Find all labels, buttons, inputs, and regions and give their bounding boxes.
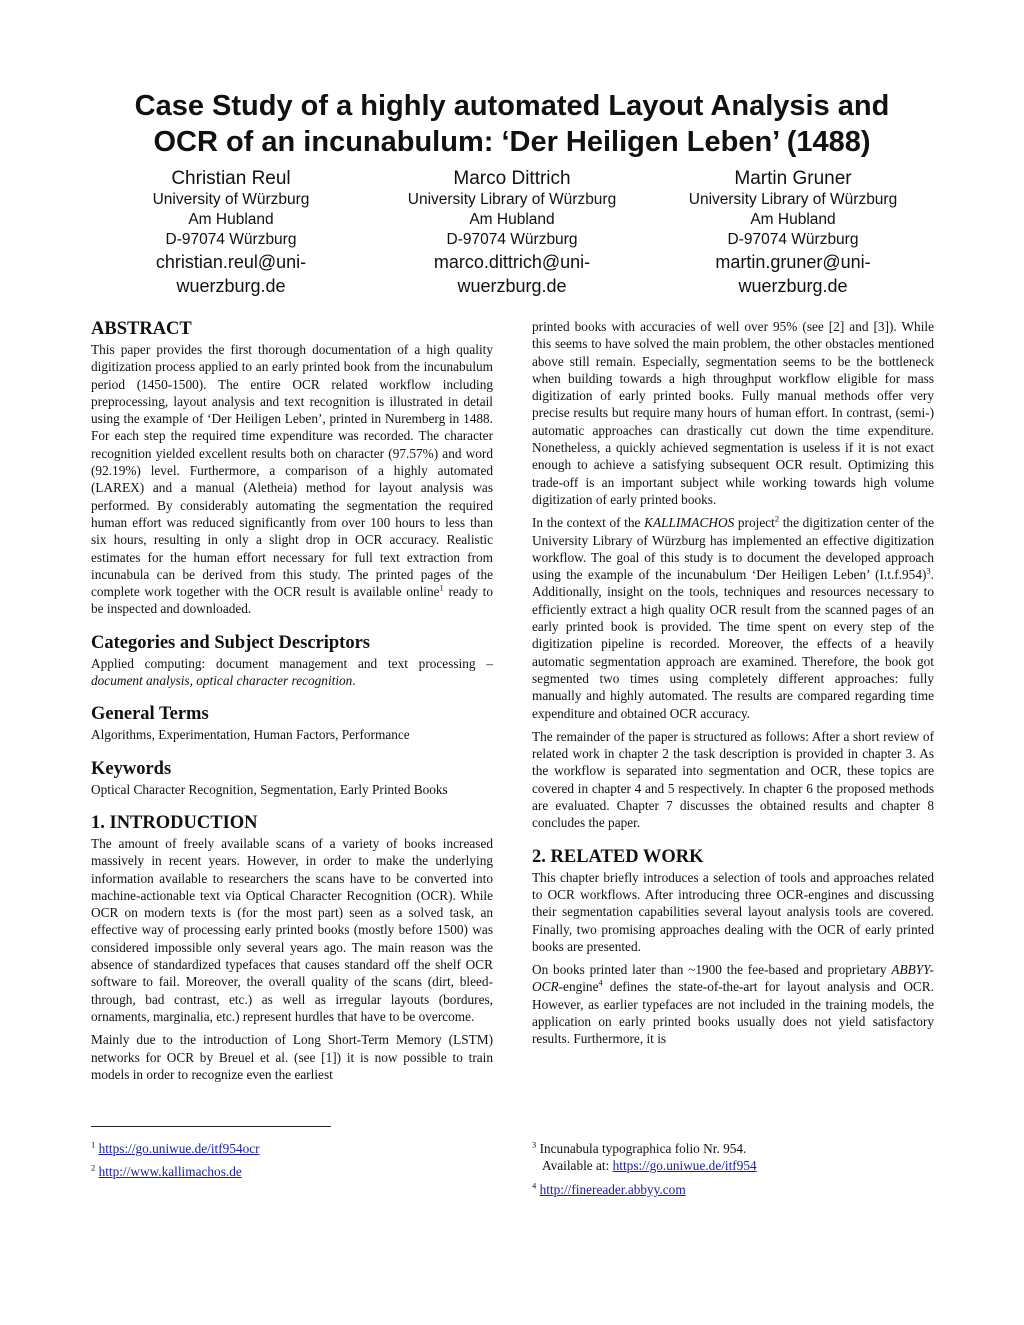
- author-block: [81, 168, 381, 298]
- abstract-tail: ready to be inspected and downloaded.: [91, 584, 493, 617]
- author-affiliation: University Library of Würzburg: [688, 191, 898, 208]
- text-run: the digitization center of the University Library of Würzburg has implemented an effective digitization workflow. The goal of this study is to document the developed approach using the example of the incunabulum ‘Der Heiligen Leben’ (I.t.f.954): [532, 515, 934, 583]
- footnote: [532, 1140, 757, 1174]
- footnote: [532, 1181, 686, 1198]
- author-email: marco.dittrich@uni-: [433, 252, 591, 272]
- author-name: Martin Gruner: [734, 168, 852, 189]
- author-affiliation: University Library of Würzburg: [407, 191, 617, 208]
- author-name: Marco Dittrich: [453, 168, 571, 189]
- footnote-marker: 4: [598, 977, 603, 988]
- footnote: [91, 1140, 260, 1157]
- author-city: D-97074 Würzburg: [165, 231, 297, 248]
- footnote-marker: 4: [532, 1180, 537, 1191]
- right-column: [532, 318, 934, 1054]
- author-block: [362, 168, 662, 298]
- left-column: [91, 318, 493, 1089]
- body-paragraph: The remainder of the paper is structured as follows: After a short review of related work in chapter 2 the task description is provided in chapter 3. As the workflow is separated into segmentation and OCR, these topics are covered in chapter 4 and 5 respectively. In chapter 6 the proposed methods are evaluated. Chapter 7 discusses the obtained results and chapter 8 concludes the paper.: [532, 728, 934, 831]
- body-paragraph: printed books with accuracies of well over 95% (see [2] and [3]). While this seems to have solved the main problem, the other obstacles mentioned above still remain. Especially, segmentation seems to be the bottleneck when building towards a high throughput workflow eligible for mass digitization of early printed books. Fully manual methods offer very precise results but require many hours of human effort. In contrast, (semi-) automatic approaches can drastically cut down the time expenditure. Nonetheless, a quickly achieved segmentation is useless if it is not exact enough to achieve a satisfying subsequent OCR result. Optimizing this trade-off is an important subject while working towards high volume digitization of early printed books.: [532, 319, 934, 507]
- author-block: [643, 168, 943, 298]
- footnote-marker: 3: [532, 1139, 537, 1150]
- footnote-text: Incunabula typographica folio Nr. 954.: [539, 1141, 747, 1156]
- general-terms-text: Algorithms, Experimentation, Human Factors, Performance: [91, 727, 410, 743]
- abstract-text: This paper provides the first thorough documentation of a high quality digitization process applied to an early printed book from the incunabulum period (1450-1500). The entire OCR related workflow including preprocessing, layout analysis and text recognition is illustrated in detail using the example of ‘Der Heiligen Leben’, printed in Nuremberg in 1488. For each step the required time expenditure was recorded. The character recognition yielded excellent results both on character (97.57%) and word (92.19%) level. Furthermore, a comparison of a highly automated (LAREX) and a manual (Aletheia) method for layout analysis was performed. By considerably automating the segmentation the required human effort was reduced significantly from over 100 hours to less than six hours, resulting in only a slight drop in OCR accuracy. Realistic estimates for the human effort necessary for full text extraction from incunabula can be derived from this study. The printed pages of the complete work together with the OCR result is available online: [91, 342, 493, 600]
- author-email: martin.gruner@uni-: [715, 252, 871, 272]
- section-heading: ABSTRACT: [91, 319, 192, 339]
- text-run: project: [734, 515, 775, 531]
- author-city: D-97074 Würzburg: [727, 231, 859, 248]
- author-email: wuerzburg.de: [176, 276, 286, 296]
- keywords-text: Optical Character Recognition, Segmentation, Early Printed Books: [91, 781, 448, 797]
- author-email: wuerzburg.de: [738, 276, 848, 296]
- body-paragraph: This chapter briefly introduces a selection of tools and approaches related to OCR workflows. After introducing three OCR-engines and discussing their segmentation capabilities several layout analysis tools are covered. Finally, two promising approaches dealing with the OCR of early printed books are presented.: [532, 869, 934, 954]
- title-line: Case Study of a highly automated Layout Analysis and: [134, 90, 890, 122]
- paper-title: [60, 88, 964, 160]
- categories-text: Applied computing: document management and text processing –: [91, 655, 493, 671]
- body-paragraph: [532, 514, 934, 722]
- categories-italic: document analysis, optical character recognition: [91, 673, 353, 689]
- section-heading: 2. RELATED WORK: [532, 846, 704, 867]
- footnote-link[interactable]: https://go.uniwue.de/itf954ocr: [98, 1141, 260, 1156]
- text-run: In the context of the: [532, 515, 645, 531]
- body-paragraph: [532, 961, 934, 1047]
- author-street: Am Hubland: [750, 211, 836, 228]
- project-name: KALLIMACHOS: [644, 515, 735, 531]
- author-affiliation: University of Würzburg: [152, 191, 310, 208]
- text-run: defines the state-of-the-art for layout analysis and OCR. However, as earlier typefaces are not included in the training models, the application on early printed books usually does not yield satisfactory results. Furthermore, it is: [532, 979, 934, 1047]
- footnote-link[interactable]: https://go.uniwue.de/itf954: [612, 1158, 757, 1173]
- text-run: . Additionally, insight on the tools, techniques and resources necessary to efficiently extract a high quality OCR result from the scanned pages of an early printed book is provided. The time spent on every step of the digitization pipeline is recorded. Moreover, the effects of a heavily automatic segmentation approach are examined. Therefore, the book got segmented two times using completely different approaches: fully manually and highly automated. The results are compared regarding time expenditure and obtained OCR accuracy.: [532, 567, 934, 721]
- title-line: OCR of an incunabulum: ‘Der Heiligen Leben’ (1488): [153, 126, 871, 158]
- footnote-marker: 1: [439, 582, 444, 593]
- footnote-marker: 3: [926, 565, 931, 576]
- section-heading: 1. INTRODUCTION: [91, 812, 258, 833]
- body-paragraph: The amount of freely available scans of a variety of books increased massively in recent years. However, in order to make the underlying information available to researchers the scans have to be converted into machine-actionable text via Optical Character Recognition (OCR). While OCR on modern texts is (for the most part) seen as a solved task, an effective way of processing early printed books (mostly before 1500) was considered impossible only several years ago. The main reason was the absence of standardized typefaces that causes standard off the shelf OCR software to fail. Moreover, the overall quality of the scans (dirt, bleed-through, bad contrast, etc.) as well as irregular layouts (bordures, ornaments, marginalia, etc.) represent hurdles that have to be overcome.: [91, 835, 493, 1024]
- section-heading: Keywords: [91, 758, 172, 779]
- text-run: On books printed later than ~1900 the fee-based and proprietary: [532, 962, 892, 978]
- body-paragraph: Mainly due to the introduction of Long Short-Term Memory (LSTM) networks for OCR by Breuel et al. (see [1]) it is now possible to train models in order to recognize even the earliest: [91, 1032, 493, 1082]
- author-street: Am Hubland: [469, 211, 555, 228]
- footnote-marker: 2: [91, 1162, 96, 1173]
- author-email: christian.reul@uni-: [155, 252, 307, 272]
- footnote-divider: [91, 1126, 331, 1127]
- categories-paragraph: [91, 655, 493, 690]
- author-city: D-97074 Würzburg: [446, 231, 578, 248]
- section-heading: General Terms: [91, 704, 209, 725]
- author-street: Am Hubland: [188, 211, 274, 228]
- author-name: Christian Reul: [171, 168, 291, 189]
- author-email: wuerzburg.de: [457, 276, 567, 296]
- abstract-paragraph: [91, 341, 493, 618]
- section-heading: Categories and Subject Descriptors: [91, 632, 370, 653]
- footnote-text: Available at:: [542, 1158, 613, 1173]
- text-run: -engine: [558, 979, 599, 995]
- software-name: ABBYY-OCR: [532, 962, 934, 995]
- footnote-link[interactable]: http://www.kallimachos.de: [98, 1164, 242, 1179]
- footnote-marker: 2: [774, 513, 780, 524]
- footnote: [91, 1163, 242, 1180]
- footnote-marker: 1: [91, 1139, 96, 1150]
- categories-end: .: [352, 673, 356, 689]
- footnote-link[interactable]: http://finereader.abbyy.com: [539, 1182, 686, 1197]
